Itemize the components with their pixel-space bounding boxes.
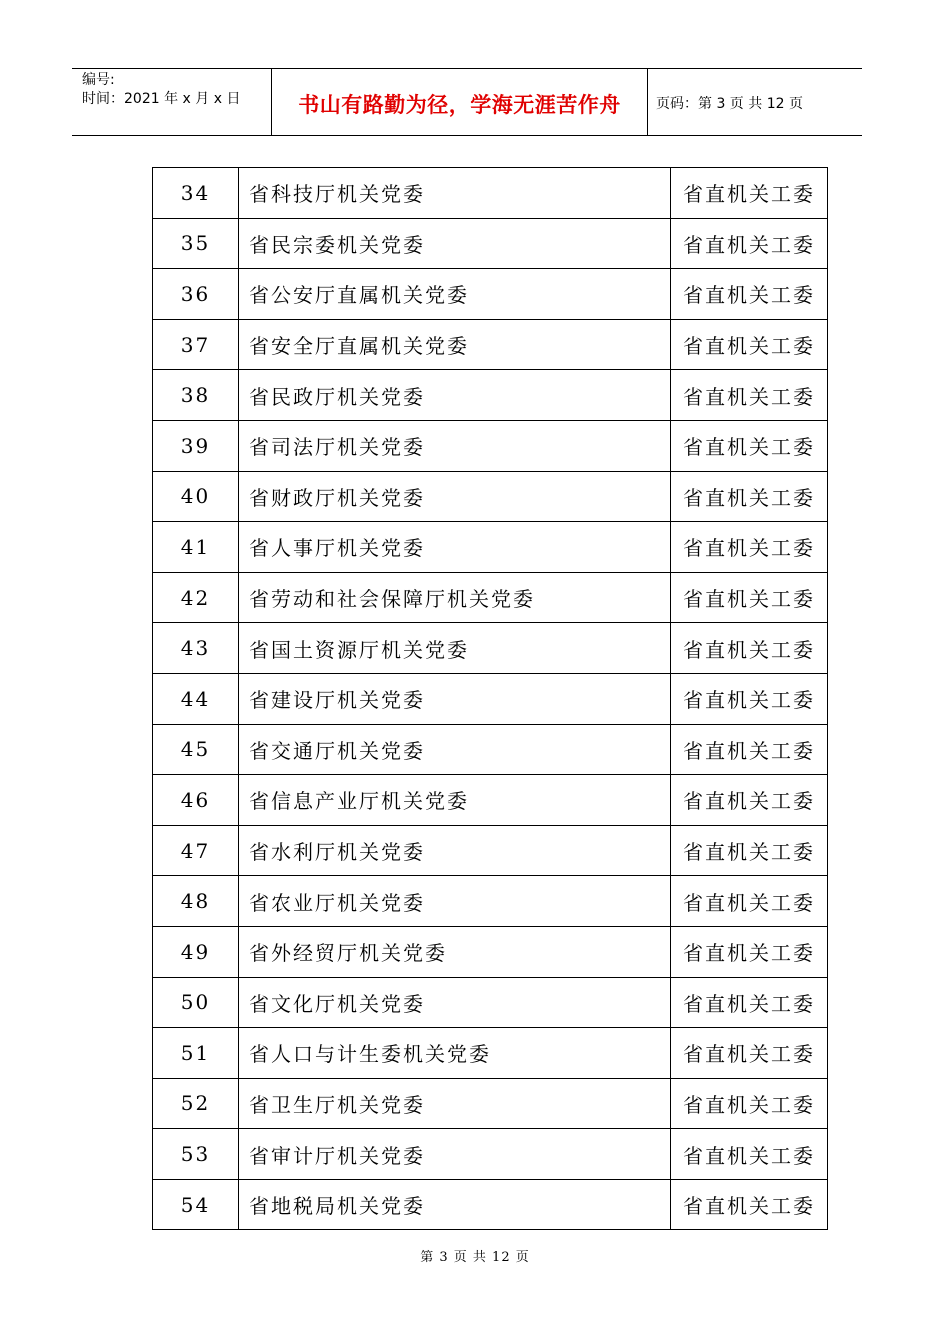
row-name: 省人事厅机关党委: [239, 522, 671, 573]
serial-label: 编号:: [82, 72, 115, 88]
row-name: 省交通厅机关党委: [239, 724, 671, 775]
row-dept: 省直机关工委: [671, 724, 828, 775]
header-meta: [72, 69, 272, 135]
row-dept: 省直机关工委: [671, 623, 828, 674]
row-dept: 省直机关工委: [671, 218, 828, 269]
table-row: [153, 168, 828, 219]
row-dept: 省直机关工委: [671, 775, 828, 826]
time-label: 时间：2021 年 x 月 x 日: [82, 91, 241, 107]
row-number: 41: [153, 522, 239, 573]
table-row: [153, 926, 828, 977]
row-name: 省人口与计生委机关党委: [239, 1028, 671, 1079]
row-name: 省公安厅直属机关党委: [239, 269, 671, 320]
row-name: 省民宗委机关党委: [239, 218, 671, 269]
row-dept: 省直机关工委: [671, 825, 828, 876]
header-motto: 书山有路勤为径，学海无涯苦作舟: [272, 69, 648, 135]
table-row: [153, 623, 828, 674]
row-dept: 省直机关工委: [671, 319, 828, 370]
table-row: [153, 1078, 828, 1129]
row-name: 省民政厅机关党委: [239, 370, 671, 421]
row-name: 省水利厅机关党委: [239, 825, 671, 876]
row-number: 38: [153, 370, 239, 421]
row-dept: 省直机关工委: [671, 1129, 828, 1180]
row-dept: 省直机关工委: [671, 1078, 828, 1129]
row-number: 43: [153, 623, 239, 674]
row-number: 46: [153, 775, 239, 826]
row-number: 39: [153, 420, 239, 471]
row-number: 35: [153, 218, 239, 269]
table-row: [153, 673, 828, 724]
row-dept: 省直机关工委: [671, 370, 828, 421]
table-row: [153, 269, 828, 320]
row-dept: 省直机关工委: [671, 977, 828, 1028]
table-row: [153, 876, 828, 927]
row-name: 省建设厅机关党委: [239, 673, 671, 724]
row-dept: 省直机关工委: [671, 876, 828, 927]
row-number: 49: [153, 926, 239, 977]
row-number: 37: [153, 319, 239, 370]
row-dept: 省直机关工委: [671, 168, 828, 219]
row-number: 45: [153, 724, 239, 775]
row-dept: 省直机关工委: [671, 420, 828, 471]
table-row: [153, 218, 828, 269]
row-name: 省卫生厅机关党委: [239, 1078, 671, 1129]
table-row: [153, 724, 828, 775]
row-name: 省农业厅机关党委: [239, 876, 671, 927]
row-number: 40: [153, 471, 239, 522]
table-body: [153, 168, 828, 1230]
row-dept: 省直机关工委: [671, 572, 828, 623]
row-name: 省科技厅机关党委: [239, 168, 671, 219]
row-number: 54: [153, 1179, 239, 1230]
row-dept: 省直机关工委: [671, 269, 828, 320]
page-footer: 第 3 页 共 12 页: [420, 1250, 530, 1265]
row-name: 省安全厅直属机关党委: [239, 319, 671, 370]
row-dept: 省直机关工委: [671, 471, 828, 522]
header-page-info: 页码：第 3 页 共 12 页: [656, 96, 803, 112]
row-name: 省信息产业厅机关党委: [239, 775, 671, 826]
row-dept: 省直机关工委: [671, 926, 828, 977]
row-dept: 省直机关工委: [671, 522, 828, 573]
table-row: [153, 825, 828, 876]
row-dept: 省直机关工委: [671, 1028, 828, 1079]
table-row: [153, 1129, 828, 1180]
table-row: [153, 370, 828, 421]
row-name: 省财政厅机关党委: [239, 471, 671, 522]
row-number: 50: [153, 977, 239, 1028]
row-number: 53: [153, 1129, 239, 1180]
table-row: [153, 471, 828, 522]
row-number: 51: [153, 1028, 239, 1079]
row-dept: 省直机关工委: [671, 1179, 828, 1230]
party-committee-table: [152, 167, 828, 1230]
row-name: 省审计厅机关党委: [239, 1129, 671, 1180]
row-number: 42: [153, 572, 239, 623]
table-row: [153, 420, 828, 471]
table-row: [153, 977, 828, 1028]
row-number: 44: [153, 673, 239, 724]
table-row: [153, 572, 828, 623]
row-dept: 省直机关工委: [671, 673, 828, 724]
row-number: 47: [153, 825, 239, 876]
row-name: 省国土资源厅机关党委: [239, 623, 671, 674]
row-name: 省劳动和社会保障厅机关党委: [239, 572, 671, 623]
row-number: 48: [153, 876, 239, 927]
table-row: [153, 522, 828, 573]
row-number: 34: [153, 168, 239, 219]
page-header: [72, 68, 862, 136]
row-number: 52: [153, 1078, 239, 1129]
row-name: 省地税局机关党委: [239, 1179, 671, 1230]
row-name: 省外经贸厅机关党委: [239, 926, 671, 977]
table-row: [153, 1028, 828, 1079]
table-row: [153, 1179, 828, 1230]
table-row: [153, 319, 828, 370]
row-number: 36: [153, 269, 239, 320]
table-row: [153, 775, 828, 826]
row-name: 省文化厅机关党委: [239, 977, 671, 1028]
row-name: 省司法厅机关党委: [239, 420, 671, 471]
